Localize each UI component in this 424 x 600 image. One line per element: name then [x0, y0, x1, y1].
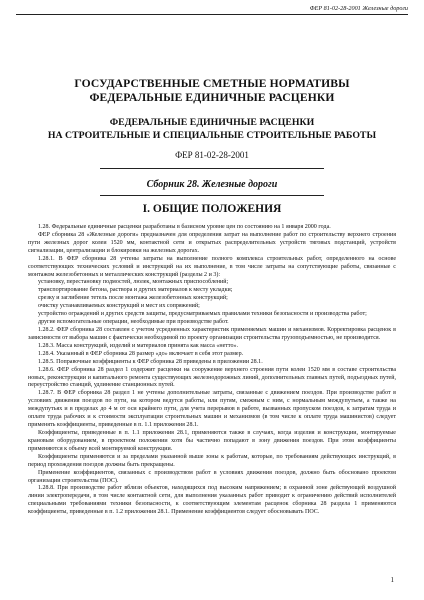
subtitle-line-2: НА СТРОИТЕЛЬНЫЕ И СПЕЦИАЛЬНЫЕ СТРОИТЕЛЬНЫЕ РАБОТЫ — [47, 130, 377, 141]
paragraph: 1.28.7. В ФЕР сборника 28 раздел 1 не учтены дополнительные затраты, связанные с движением поездов. При производстве работ в условиях движения поездов по пути, на котором ведутся работы, или путям, смежным с ним, с нормальным междупутьем, а также на междупутьях и в пределах до 4 м от оси крайнего пути, для учета перерывов в работе, вызванных пропуском поездов, к затратам труда и оплате труда рабочих и к стоимости эксплуатации строительных машин и механизмов (в том числе к оплате труда машинистов) следует применять коэффициенты, приведенные в п. 1.1 приложения 28.1. — [28, 390, 396, 429]
header-rule — [16, 14, 408, 15]
paragraph: транспортирование бетона, раствора и других материалов к месту укладки; — [38, 287, 233, 294]
section-heading: I. ОБЩИЕ ПОЛОЖЕНИЯ — [142, 203, 282, 215]
document-code: ФЕР 81-02-28-2001 — [175, 150, 249, 160]
paragraph: 1.28.8. При производстве работ вблизи объектов, находящихся под высоким напряжением; в охранной зоне действующей воздушной линии электропередачи, в том числе контактной сети, для выполнения указанных работ приводит к ограничению действий исполнителей специальными требованиями техники безопасности, к соответствующим элементам расценок сборника 28 раздела 1 применяются коэффициенты, приведенные в п. 1.2 приложения 28.1. Применение коэффициентов следует обосновывать ПОС. — [28, 485, 396, 516]
paragraph: установку, перестановку подмостей, люлек, монтажных приспособлений; — [38, 279, 229, 286]
paragraph: 1.28. Федеральные единичные расценки разработаны в базисном уровне цен по состоянию на 1 января 2000 года. — [38, 224, 331, 230]
subtitle-line-1: ФЕДЕРАЛЬНЫЕ ЕДИНИЧНЫЕ РАСЦЕНКИ — [109, 117, 315, 128]
paragraph: Коэффициенты, приведенные в п. 1.1 приложения 28.1, применяются также в случаях, когда изделия и конструкции, монтируемые крановым оборудованием, в проектном положении хотя бы частично попадают в зону движения поездов. При этом коэффициенты применяются к объему всей монтируемой конструкции. — [28, 429, 396, 452]
page-number: 1 — [390, 576, 394, 584]
paragraph: 1.28.5. Поправочные коэффициенты к ФЕР сборника 28 приведены в приложении 28.1. — [38, 358, 263, 365]
paragraph: 1.28.6. ФЕР сборника 28 раздел 1 содержит расценки на сооружение верхнего строения пути колеи 1520 мм в составе строительства новых, реконструкции и капитального ремонта существующих железнодорожных линий, дополнительных главных путей, подъездных путей, переустройство станций, удлинение станционных путей. — [28, 366, 396, 389]
paragraph: Применение коэффициентов, связанных с производством работ в условиях движения поездов, должно быть обосновано проектом организации строительства (ПОС). — [28, 469, 396, 484]
paragraph: 1.28.2. ФЕР сборника 28 составлен с учетом усредненных характеристик применяемых машин и механизмов. Корректировка расценок в зависимости от выбора машин с фактически необходимой по проекту организации строительства грузоподъемностью, не производится. — [28, 326, 396, 341]
paragraph: другие вспомогательные операции, необходимые при производстве работ. — [38, 319, 229, 326]
paragraph: 1.28.1. В ФЕР сборника 28 учтены затраты на выполнение полного комплекса строительных работ, определенного на основе соответствующих технических условий и инструкций на их выполнение, в том числе затраты на сопутствующие работы, связанные с монтажом железобетонных и металлических конструкций (разделы 2 и 3): — [28, 255, 396, 278]
title-line-1: ГОСУДАРСТВЕННЫЕ СМЕТНЫЕ НОРМАТИВЫ — [74, 77, 350, 90]
title-line-2: ФЕДЕРАЛЬНЫЕ ЕДИНИЧНЫЕ РАСЦЕНКИ — [89, 91, 335, 104]
paragraph: очистку устанавливаемых конструкций и мест их сопряжений; — [38, 303, 200, 310]
running-header: ФЕР 81-02-28-2001 Железные дороги — [309, 5, 408, 12]
document-body — [28, 224, 396, 517]
paragraph: устройство ограждений и других средств защиты, предусматриваемых правилами техники безопасности и производства работ; — [38, 311, 367, 318]
paragraph: Коэффициенты применяются и за пределами указанной выше зоны к работам, которые, по требованиям действующих инструкций, в период прохождения поездов должны быть прекращены. — [28, 453, 396, 468]
paragraph: срезку и заглибение тетель после монтажа железобетонных конструкций; — [38, 295, 228, 302]
divider-rule-top — [100, 168, 324, 169]
divider-rule-bottom — [100, 195, 324, 196]
paragraph: ФЕР сборника 28 «Железные дороги» предназначен для определения затрат на выполнение работ по строительству верхнего строения пути железных дорог колеи 1520 мм, контактной сети и открытых распределительных устройств тяговых подстанций, устройств сигнализации, централизации и блокировки на железных дорогах. — [28, 231, 396, 254]
collection-title: Сборник 28. Железные дороги — [146, 179, 278, 190]
paragraph: 1.28.4. Указанный в ФЕР сборника 28 размер «до» включает в себя этот размер. — [38, 350, 244, 357]
paragraph: 1.28.3. Масса конструкций, изделий и материалов принята как масса «нетто». — [38, 342, 239, 349]
